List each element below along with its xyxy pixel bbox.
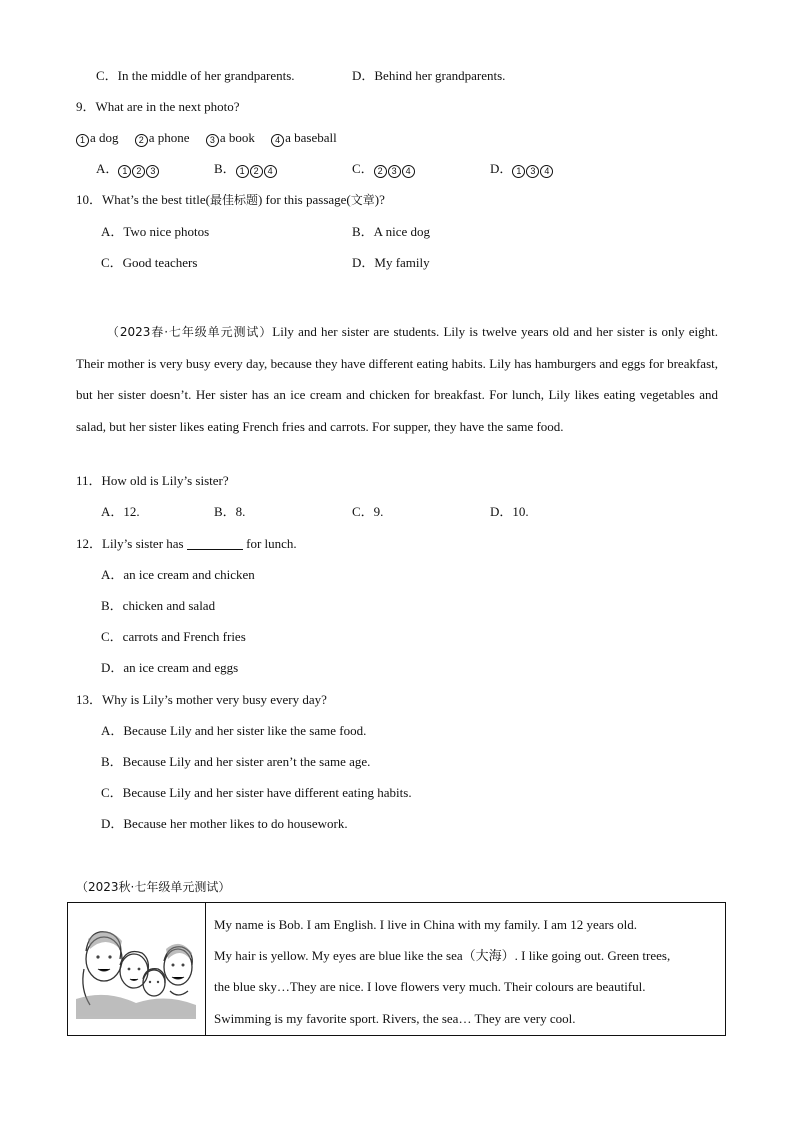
passage-text: Lily and her sister are students. Lily is twelve years old and her sister is only eight. Their mother is very busy every day, because they have different eating habits. Lily has hamburgers and eggs for breakfast, but her sister doesn’t. Her sister has an ice cream and chicken for breakfast. For lunch, Lily likes eating vegetables and salad, but her sister likes eating French fries and carrots. For supper, they have the same food. <box>76 324 718 434</box>
q10-option-c: C．Good teachers <box>101 255 198 270</box>
q9-item-4: 4 a baseball <box>271 130 337 145</box>
passage-source: （2023春·七年级单元测试） <box>106 325 273 339</box>
q12-option-a: A．an ice cream and chicken <box>101 567 255 582</box>
family-photo <box>76 919 196 1019</box>
q11-option-c: C．9. <box>352 504 384 519</box>
q13-option-d: D．Because her mother likes to do housework. <box>101 816 348 831</box>
q11-option-a: A．12. <box>101 504 140 519</box>
q10-question: 10．What’s the best title(最佳标题) for this passage(文章)? <box>76 192 385 207</box>
q9-item-1: 1 a dog <box>76 130 119 145</box>
q10-option-d: D．My family <box>352 255 430 270</box>
bob-passage-table <box>67 902 726 1036</box>
q12-option-d: D．an ice cream and eggs <box>101 660 239 675</box>
q9-option-d: D． 1 3 4 <box>490 161 554 178</box>
reading-passage <box>76 316 718 442</box>
bob-line-1: My name is Bob. I am English. I live in China with my family. I am 12 years old. <box>214 917 638 932</box>
q13-option-c: C．Because Lily and her sister have different eating habits. <box>101 785 412 800</box>
q10-option-a: A．Two nice photos <box>101 224 210 239</box>
q9-item-3: 3 a book <box>206 130 255 145</box>
q11-option-d: D．10. <box>490 504 529 519</box>
bob-line-2: My hair is yellow. My eyes are blue like the sea（大海）. I like going out. Green trees, <box>214 948 671 963</box>
bob-line-3: the blue sky…They are nice. I love flowers very much. Their colours are beautiful. <box>214 979 646 994</box>
q9-option-a: A． 1 2 3 <box>96 161 160 178</box>
q9-item-2: 2 a phone <box>135 130 190 145</box>
q10-option-b: B．A nice dog <box>352 224 430 239</box>
q8-option-c: C．In the middle of her grandparents. <box>96 68 295 83</box>
q9-items <box>76 130 337 147</box>
q13-option-b: B．Because Lily and her sister aren’t the same age. <box>101 754 371 769</box>
q11-question: 11．How old is Lily’s sister? <box>76 473 229 488</box>
q9-option-c: C． 2 3 4 <box>352 161 416 178</box>
q12-option-b: B．chicken and salad <box>101 598 216 613</box>
q9-question: 9．What are in the next photo? <box>76 99 240 114</box>
q11-option-b: B．8. <box>214 504 246 519</box>
answer-blank <box>187 537 243 550</box>
table-divider <box>205 903 206 1035</box>
q12-option-c: C．carrots and French fries <box>101 629 246 644</box>
section2-source: （2023秋·七年级单元测试） <box>76 880 231 894</box>
q8-option-d: D．Behind her grandparents. <box>352 68 506 83</box>
bob-line-4: Swimming is my favorite sport. Rivers, the sea… They are very cool. <box>214 1011 576 1026</box>
q9-option-b: B． 1 2 4 <box>214 161 278 178</box>
q13-question: 13．Why is Lily’s mother very busy every day? <box>76 692 327 707</box>
q13-option-a: A．Because Lily and her sister like the same food. <box>101 723 367 738</box>
q12-question: 12．Lily’s sister has for lunch. <box>76 536 297 551</box>
